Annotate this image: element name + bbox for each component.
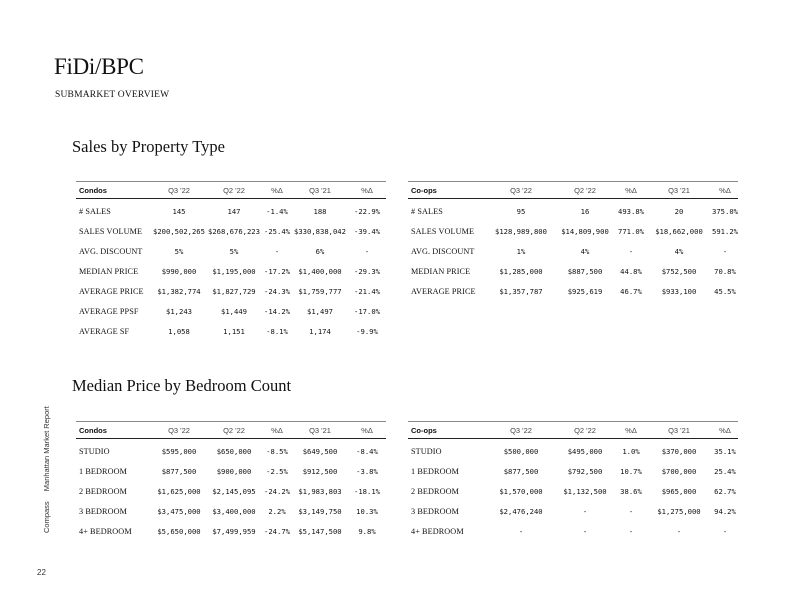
table-row xyxy=(408,241,738,261)
row-label: AVERAGE PRICE xyxy=(79,286,144,296)
row-label: # SALES xyxy=(79,206,111,216)
table-row xyxy=(408,199,738,222)
table-cell: -24.3% xyxy=(264,286,290,296)
row-label: SALES VOLUME xyxy=(79,226,143,236)
table-cell: $1,195,000 xyxy=(212,266,256,276)
table-cell: -17.2% xyxy=(264,266,290,276)
table-row xyxy=(76,281,386,301)
row-label: AVERAGE PPSF xyxy=(79,306,139,316)
table-cell: 1.0% xyxy=(622,446,640,456)
table-cell: 147 xyxy=(227,206,241,216)
table-row xyxy=(408,461,738,481)
table-cell: $500,000 xyxy=(503,446,539,456)
table-cell: 6% xyxy=(315,246,325,256)
table-cell: 1,174 xyxy=(309,326,331,336)
row-label: MEDIAN PRICE xyxy=(79,266,139,276)
table-cell: $887,500 xyxy=(567,266,603,276)
table-cell: -3.8% xyxy=(356,466,378,476)
column-header: %Δ xyxy=(712,182,738,199)
table-row xyxy=(408,281,738,301)
table-cell: - xyxy=(722,246,728,256)
row-label: AVERAGE SF xyxy=(79,326,130,336)
table-cell: 5% xyxy=(174,246,184,256)
row-label: 1 BEDROOM xyxy=(79,466,127,476)
column-header: %Δ xyxy=(262,422,292,439)
table-cell: 10.3% xyxy=(356,506,378,516)
table-cell: $18,662,000 xyxy=(655,226,703,236)
column-header: %Δ xyxy=(348,182,386,199)
row-label: MEDIAN PRICE xyxy=(411,266,471,276)
table-row xyxy=(76,481,386,501)
table-cell: $900,000 xyxy=(216,466,252,476)
table-cell: -24.7% xyxy=(264,526,290,536)
table-cell: 45.5% xyxy=(714,286,736,296)
column-header: Q3 '21 xyxy=(646,422,712,439)
row-label: 1 BEDROOM xyxy=(411,466,459,476)
table-cell: 16 xyxy=(580,206,590,216)
table-cell: -14.2% xyxy=(264,306,290,316)
table-cell: -24.2% xyxy=(264,486,290,496)
row-label: 3 BEDROOM xyxy=(411,506,459,516)
row-label: 3 BEDROOM xyxy=(79,506,127,516)
table-cell: - xyxy=(274,246,280,256)
row-label: STUDIO xyxy=(79,446,110,456)
table-cell: $200,502,265 xyxy=(153,226,205,236)
column-header: Q3 '22 xyxy=(488,182,554,199)
table-cell: 62.7% xyxy=(714,486,736,496)
column-header: Co-ops xyxy=(408,422,488,439)
table-cell: $877,500 xyxy=(161,466,197,476)
table-cell: - xyxy=(676,526,682,536)
table-cell: -29.3% xyxy=(354,266,380,276)
table-row xyxy=(76,461,386,481)
table-header-row xyxy=(408,182,738,199)
table-cell: 493.8% xyxy=(618,206,644,216)
table-cell: -9.9% xyxy=(356,326,378,336)
column-header: %Δ xyxy=(616,182,646,199)
table-cell: $1,275,000 xyxy=(657,506,701,516)
table-cell: $1,243 xyxy=(166,306,192,316)
table-cell: 9.8% xyxy=(358,526,376,536)
table-cell: $1,400,000 xyxy=(298,266,342,276)
table-cell: - xyxy=(364,246,370,256)
table-cell: - xyxy=(722,526,728,536)
table-cell: 5% xyxy=(229,246,239,256)
column-header: %Δ xyxy=(616,422,646,439)
column-header: %Δ xyxy=(712,422,738,439)
side-label xyxy=(42,398,51,533)
row-label: SALES VOLUME xyxy=(411,226,475,236)
table-row xyxy=(76,241,386,261)
table-cell: 1,151 xyxy=(223,326,245,336)
table-cell: $3,400,000 xyxy=(212,506,256,516)
table-cell: $495,000 xyxy=(567,446,603,456)
table-cell: 771.0% xyxy=(618,226,644,236)
column-header: %Δ xyxy=(262,182,292,199)
column-header: Q2 '22 xyxy=(554,422,616,439)
table-cell: $14,809,900 xyxy=(561,226,609,236)
column-header: Q2 '22 xyxy=(206,182,262,199)
sales-condos-table xyxy=(76,181,386,341)
table-cell: 25.4% xyxy=(714,466,736,476)
table-cell: -39.4% xyxy=(354,226,380,236)
table-row xyxy=(408,439,738,462)
page-subtitle: SUBMARKET OVERVIEW xyxy=(55,90,170,100)
table-cell: $1,570,000 xyxy=(499,486,543,496)
table-cell: 46.7% xyxy=(620,286,642,296)
table-cell: $1,625,000 xyxy=(157,486,201,496)
table-cell: 94.2% xyxy=(714,506,736,516)
table-cell: 145 xyxy=(172,206,186,216)
column-header: Q3 '21 xyxy=(292,422,348,439)
row-label: 4+ BEDROOM xyxy=(411,526,464,536)
table-cell: $595,000 xyxy=(161,446,197,456)
table-row xyxy=(76,439,386,462)
table-cell: $1,357,787 xyxy=(499,286,543,296)
table-cell: $1,382,774 xyxy=(157,286,201,296)
table-cell: - xyxy=(628,506,634,516)
table-cell: 2.2% xyxy=(268,506,286,516)
table-row xyxy=(76,321,386,341)
table-cell: $1,983,803 xyxy=(298,486,342,496)
table-row xyxy=(76,221,386,241)
bedroom-condos-table xyxy=(76,421,386,541)
column-header: Q2 '22 xyxy=(206,422,262,439)
row-label: 4+ BEDROOM xyxy=(79,526,132,536)
column-header: Q2 '22 xyxy=(554,182,616,199)
table-cell: 4% xyxy=(674,246,684,256)
table-cell: -21.4% xyxy=(354,286,380,296)
page-title: FiDi/BPC xyxy=(54,54,144,79)
table-cell: $3,149,750 xyxy=(298,506,342,516)
table-row xyxy=(76,199,386,222)
table-cell: $752,500 xyxy=(661,266,697,276)
table-row xyxy=(76,301,386,321)
table-cell: -2.5% xyxy=(266,466,288,476)
table-row xyxy=(76,521,386,541)
table-cell: $990,000 xyxy=(161,266,197,276)
table-cell: $877,500 xyxy=(503,466,539,476)
table-cell: $1,759,777 xyxy=(298,286,342,296)
table-cell: -17.0% xyxy=(354,306,380,316)
table-row xyxy=(408,501,738,521)
report-name: Manhattan Market Report xyxy=(42,406,51,492)
column-header: Q3 '21 xyxy=(646,182,712,199)
table-row xyxy=(76,501,386,521)
table-cell: 1,058 xyxy=(168,326,190,336)
column-header: Condos xyxy=(76,422,152,439)
table-cell: 10.7% xyxy=(620,466,642,476)
column-header: Co-ops xyxy=(408,182,488,199)
table-cell: $650,000 xyxy=(216,446,252,456)
row-label: STUDIO xyxy=(411,446,442,456)
table-row xyxy=(408,521,738,541)
table-cell: - xyxy=(582,506,588,516)
bedroom-coops-table xyxy=(408,421,738,541)
column-header: Q3 '22 xyxy=(488,422,554,439)
table-cell: -8.4% xyxy=(356,446,378,456)
table-cell: 1% xyxy=(516,246,526,256)
table-cell: $1,449 xyxy=(221,306,247,316)
table-cell: 95 xyxy=(516,206,526,216)
table-cell: 35.1% xyxy=(714,446,736,456)
table-cell: - xyxy=(628,246,634,256)
table-cell: 188 xyxy=(313,206,327,216)
brand-name: Compass xyxy=(42,501,51,533)
table-cell: $5,650,000 xyxy=(157,526,201,536)
table-cell: $1,827,729 xyxy=(212,286,256,296)
table-cell: $128,989,800 xyxy=(495,226,547,236)
table-cell: $268,676,223 xyxy=(208,226,260,236)
table-cell: 375.0% xyxy=(712,206,738,216)
table-header-row xyxy=(408,422,738,439)
table-cell: -8.5% xyxy=(266,446,288,456)
row-label: 2 BEDROOM xyxy=(411,486,459,496)
table-cell: $5,147,500 xyxy=(298,526,342,536)
table-header-row xyxy=(76,422,386,439)
row-label: # SALES xyxy=(411,206,443,216)
table-cell: -25.4% xyxy=(264,226,290,236)
table-cell: $912,500 xyxy=(302,466,338,476)
table-cell: - xyxy=(518,526,524,536)
column-header: Q3 '21 xyxy=(292,182,348,199)
table-cell: 4% xyxy=(580,246,590,256)
table-cell: -18.1% xyxy=(354,486,380,496)
column-header: %Δ xyxy=(348,422,386,439)
table-cell: 44.8% xyxy=(620,266,642,276)
table-cell: - xyxy=(582,526,588,536)
table-cell: $965,000 xyxy=(661,486,697,496)
column-header: Q3 '22 xyxy=(152,422,206,439)
table-cell: -22.9% xyxy=(354,206,380,216)
table-row xyxy=(408,221,738,241)
table-cell: - xyxy=(628,526,634,536)
table-cell: $330,838,042 xyxy=(294,226,346,236)
table-cell: -8.1% xyxy=(266,326,288,336)
table-cell: $933,100 xyxy=(661,286,697,296)
table-cell: $370,000 xyxy=(661,446,697,456)
column-header: Condos xyxy=(76,182,152,199)
sales-section-title: Sales by Property Type xyxy=(72,137,225,156)
row-label: AVG. DISCOUNT xyxy=(411,246,475,256)
table-header-row xyxy=(76,182,386,199)
table-cell: $1,285,000 xyxy=(499,266,543,276)
page-number: 22 xyxy=(37,568,46,577)
table-cell: 70.8% xyxy=(714,266,736,276)
table-cell: $925,619 xyxy=(567,286,603,296)
bedroom-section-title: Median Price by Bedroom Count xyxy=(72,376,292,395)
row-label: 2 BEDROOM xyxy=(79,486,127,496)
table-cell: $2,145,095 xyxy=(212,486,256,496)
table-cell: 20 xyxy=(674,206,684,216)
row-label: AVG. DISCOUNT xyxy=(79,246,143,256)
table-row xyxy=(408,481,738,501)
table-cell: $700,000 xyxy=(661,466,697,476)
table-cell: $792,500 xyxy=(567,466,603,476)
table-cell: $2,476,240 xyxy=(499,506,543,516)
table-cell: $7,499,959 xyxy=(212,526,256,536)
table-cell: $3,475,000 xyxy=(157,506,201,516)
table-cell: 38.6% xyxy=(620,486,642,496)
table-row xyxy=(408,261,738,281)
row-label: AVERAGE PRICE xyxy=(411,286,476,296)
table-cell: -1.4% xyxy=(266,206,288,216)
sales-coops-table xyxy=(408,181,738,301)
table-cell: 591.2% xyxy=(712,226,738,236)
table-cell: $1,497 xyxy=(307,306,333,316)
table-cell: $1,132,500 xyxy=(563,486,607,496)
table-row xyxy=(76,261,386,281)
column-header: Q3 '22 xyxy=(152,182,206,199)
table-cell: $649,500 xyxy=(302,446,338,456)
